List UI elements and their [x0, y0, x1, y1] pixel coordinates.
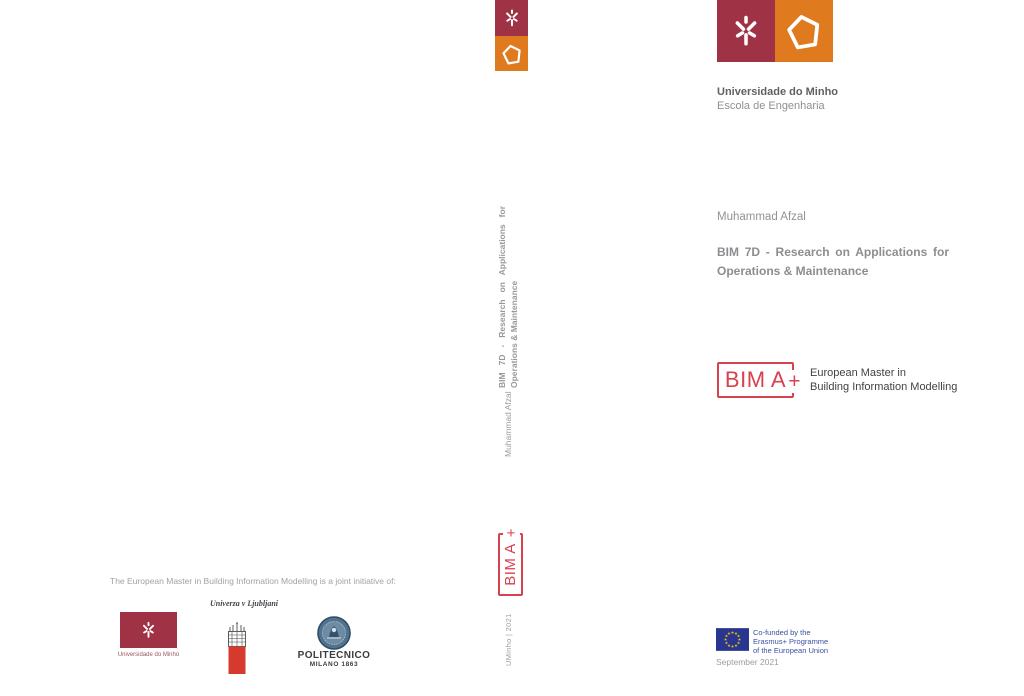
bim-logo-plus: + — [503, 528, 520, 538]
spine-title-line2: Operations & Maintenance — [509, 280, 519, 388]
bim-tagline-line1: European Master in — [810, 367, 906, 379]
spine-uminho-red-square — [495, 0, 528, 36]
funding-line1: Co-funded by the — [753, 628, 811, 637]
spine-imprint: UMinho | 2021 — [504, 613, 513, 666]
spine-title-line1: BIM 7D - Research on Applications for — [497, 206, 507, 388]
spine-title — [496, 206, 520, 388]
thesis-title — [717, 243, 949, 280]
polimi-seal-icon — [317, 616, 351, 650]
bim-tagline-line2: Building Information Modelling — [810, 381, 958, 393]
spine-engineering-orange-square — [495, 36, 528, 71]
front-engineering-orange-square — [775, 0, 833, 62]
thesis-title-line2: Operations & Maintenance — [717, 263, 869, 278]
partner-uminho-logo — [120, 612, 177, 648]
ljubljana-tower-icon — [226, 622, 248, 674]
funding-statement — [753, 628, 828, 655]
eu-flag-icon — [716, 628, 749, 651]
partner-uminho-label: Universidade do Minho — [117, 652, 180, 658]
university-school: Escola de Engenharia — [717, 100, 825, 112]
partner-polimi-sub: MILANO 1863 — [309, 661, 359, 668]
uminho-star-icon — [503, 5, 521, 31]
uminho-star-icon — [730, 8, 762, 54]
partner-ljubljana-label: Univerza v Ljubljani — [209, 599, 278, 608]
bim-aplus-logo — [717, 362, 801, 398]
bim-logo-plus: + — [788, 370, 801, 393]
joint-initiative-text: The European Master in Building Information Modelling is a joint initiative of: — [110, 576, 396, 586]
publication-date: September 2021 — [716, 657, 779, 667]
partner-polimi-name: POLITECNICO — [297, 650, 371, 661]
funding-line2: Erasmus+ Programme — [753, 637, 829, 646]
university-name: Universidade do Minho — [717, 86, 839, 98]
front-uminho-red-square — [717, 0, 775, 62]
bim-aplus-tagline — [810, 366, 957, 394]
funding-line3: of the European Union — [753, 646, 829, 655]
uminho-star-icon — [140, 618, 157, 642]
thesis-title-line1: BIM 7D - Research on Applications for — [717, 245, 949, 259]
author-name: Muhammad Afzal — [717, 211, 806, 223]
bim-logo-text: BIM A — [502, 543, 519, 586]
pentagon-icon — [783, 10, 825, 52]
spine-author: Muhammad Afzal — [503, 391, 513, 457]
bim-logo-text: BIM A — [724, 367, 787, 392]
pentagon-icon — [500, 42, 524, 66]
spine-bim-aplus-logo — [498, 528, 523, 596]
